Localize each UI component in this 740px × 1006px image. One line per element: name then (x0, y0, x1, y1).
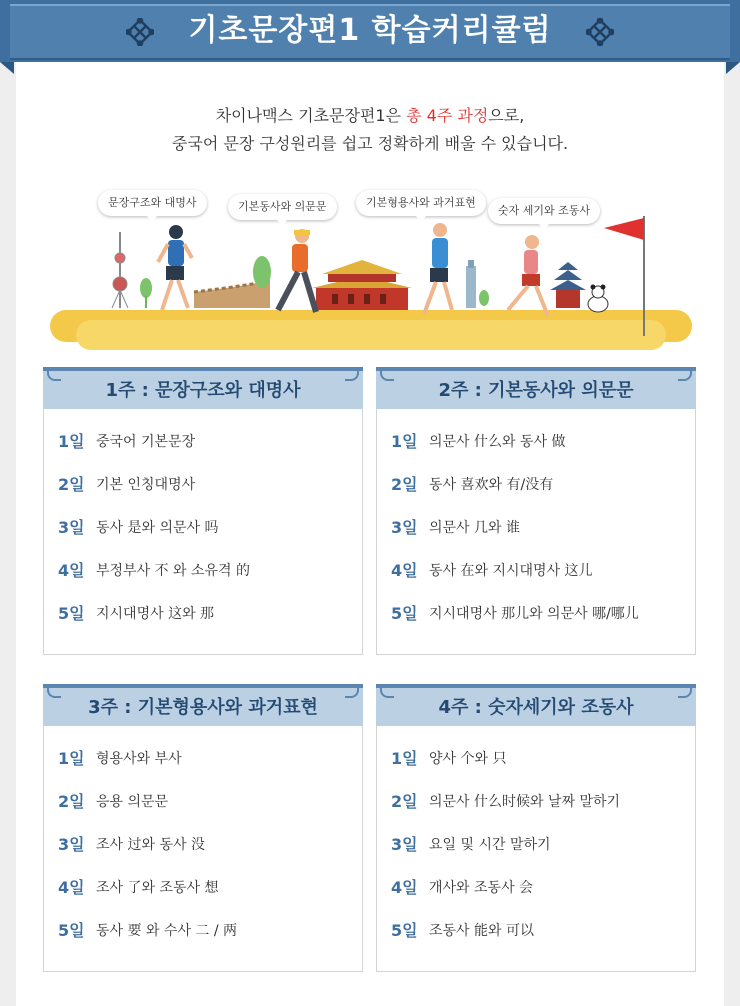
day-topic: 지시대명사 这와 那 (96, 606, 215, 622)
day-number: 2일 (58, 792, 85, 811)
tv-tower-icon (112, 232, 128, 308)
day-topic: 조동사 能와 可以 (429, 923, 534, 939)
day-number: 3일 (58, 835, 85, 854)
list-item (58, 473, 250, 516)
list-item (58, 919, 237, 962)
day-topic: 동사 要 와 수사 二 / 两 (96, 923, 238, 939)
day-topic: 의문사 几와 谁 (429, 520, 520, 536)
day-list (391, 430, 639, 645)
week-header (43, 684, 363, 726)
list-item (391, 473, 639, 516)
day-topic: 양사 个와 只 (429, 751, 507, 767)
day-topic: 의문사 什么时候와 날짜 말하기 (429, 794, 621, 810)
skyscraper-icon (466, 260, 489, 308)
runner-2-icon (278, 229, 316, 312)
great-wall-icon (194, 256, 271, 308)
day-topic: 기본 인칭대명사 (96, 477, 196, 493)
week-card-4 (376, 684, 696, 972)
day-topic: 요일 및 시간 말하기 (429, 837, 551, 853)
week-title: 1주 : 문장구조와 대명사 (105, 380, 301, 401)
day-number: 5일 (391, 921, 418, 940)
tree-trunk (145, 296, 147, 308)
header-banner (0, 0, 740, 68)
day-number: 1일 (391, 749, 418, 768)
intro-line-1 (16, 102, 724, 130)
tree-icon (140, 278, 152, 298)
week-card-3 (43, 684, 363, 972)
list-item (58, 790, 237, 833)
day-list (391, 747, 620, 962)
list-item (58, 747, 237, 790)
runners-illustration (16, 180, 724, 360)
list-item (58, 516, 250, 559)
header-fold-left (0, 62, 14, 74)
list-item (58, 430, 250, 473)
day-number: 5일 (391, 604, 418, 623)
list-item (391, 790, 620, 833)
week-header (376, 367, 696, 409)
day-topic: 동사 是와 의문사 吗 (96, 520, 219, 536)
list-item (391, 747, 620, 790)
bubble-week-2: 기본동사와 의문문 (228, 194, 337, 220)
temple-icon (550, 262, 586, 308)
list-item (391, 919, 620, 962)
day-number: 3일 (391, 835, 418, 854)
day-topic: 중국어 기본문장 (96, 434, 196, 450)
chinese-knot-icon (586, 18, 614, 46)
week-header (43, 367, 363, 409)
day-number: 1일 (58, 432, 85, 451)
day-topic: 조사 了와 조동사 想 (96, 880, 219, 896)
runner-3-icon (424, 223, 452, 314)
week-header (376, 684, 696, 726)
bubble-week-3: 기본형용사와 과거표현 (356, 190, 486, 216)
day-topic: 의문사 什么와 동사 做 (429, 434, 566, 450)
week-title: 3주 : 기본형용사와 과거표현 (88, 697, 318, 718)
intro-highlight: 총 4주 과정 (406, 106, 489, 125)
list-item (58, 602, 250, 645)
day-number: 3일 (58, 518, 85, 537)
list-item (391, 833, 620, 876)
list-item (391, 430, 639, 473)
list-item (391, 559, 639, 602)
day-number: 2일 (58, 475, 85, 494)
day-topic: 지시대명사 那儿와 의문사 哪/哪儿 (429, 606, 639, 622)
day-topic: 동사 在와 지시대명사 这儿 (429, 563, 593, 579)
panda-icon (588, 285, 608, 313)
day-number: 4일 (391, 561, 418, 580)
day-number: 2일 (391, 475, 418, 494)
day-number: 5일 (58, 604, 85, 623)
bubble-week-1: 문장구조와 대명사 (98, 190, 207, 216)
week-card-1 (43, 367, 363, 655)
bubble-week-4: 숫자 세기와 조동사 (488, 198, 600, 224)
day-list (58, 747, 237, 962)
intro-text (16, 102, 724, 158)
runner-1-icon (158, 225, 192, 310)
day-topic: 동사 喜欢와 有/没有 (429, 477, 554, 493)
page-title: 기초문장편1 학습커리큘럼 (188, 13, 552, 48)
intro-line-2: 중국어 문장 구성원리를 쉽고 정확하게 배울 수 있습니다. (171, 134, 569, 153)
week-title: 2주 : 기본동사와 의문문 (438, 380, 634, 401)
list-item (58, 559, 250, 602)
day-topic: 형용사와 부사 (96, 751, 182, 767)
day-list (58, 430, 250, 645)
day-topic: 조사 过와 동사 没 (96, 837, 205, 853)
day-topic: 부정부사 不 와 소유격 的 (96, 563, 250, 579)
palace-icon (312, 260, 412, 310)
list-item (58, 833, 237, 876)
week-title: 4주 : 숫자세기와 조동사 (438, 697, 634, 718)
day-topic: 응용 의문문 (96, 794, 169, 810)
day-topic: 개사와 조동사 会 (429, 880, 534, 896)
day-number: 4일 (58, 561, 85, 580)
day-number: 1일 (391, 432, 418, 451)
runner-4-icon (508, 235, 548, 316)
day-number: 4일 (391, 878, 418, 897)
list-item (58, 876, 237, 919)
intro-line-1-start: 차이나맥스 기초문장편1은 (215, 106, 407, 125)
week-card-2 (376, 367, 696, 655)
day-number: 1일 (58, 749, 85, 768)
day-number: 4일 (58, 878, 85, 897)
day-number: 5일 (58, 921, 85, 940)
day-number: 3일 (391, 518, 418, 537)
header-fold-right (726, 62, 740, 74)
track-front (76, 320, 666, 350)
day-number: 2일 (391, 792, 418, 811)
list-item (391, 516, 639, 559)
intro-line-1-end: 으로, (488, 106, 525, 125)
list-item (391, 876, 620, 919)
list-item (391, 602, 639, 645)
